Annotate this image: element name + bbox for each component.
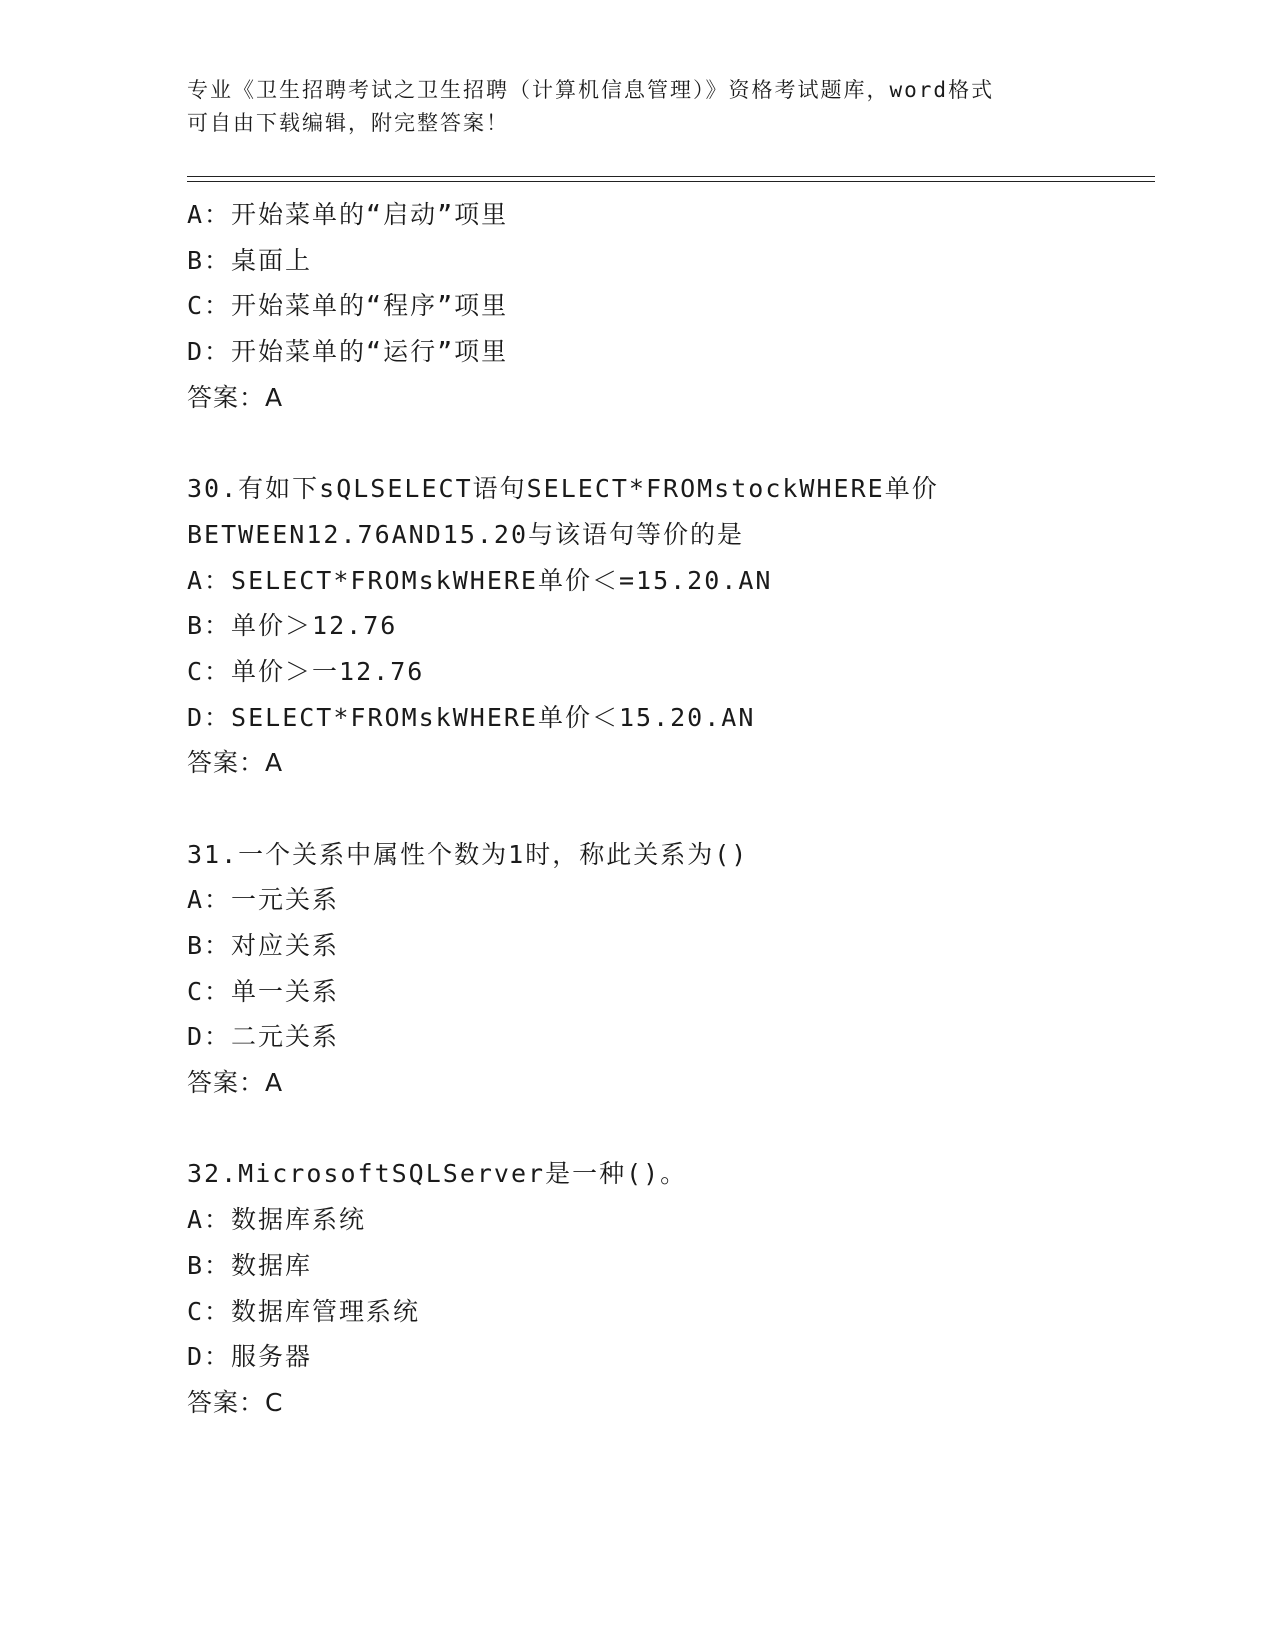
option-c: C：单一关系 bbox=[187, 976, 340, 1006]
question-30-block bbox=[187, 466, 1157, 786]
header-line-1: 专业《卫生招聘考试之卫生招聘（计算机信息管理）》资格考试题库，word格式 bbox=[187, 78, 995, 102]
question-stem: 32.MicrosoftSQLServer是一种()。 bbox=[187, 1159, 688, 1189]
option-b: B：数据库 bbox=[187, 1250, 313, 1280]
question-stem: 31.一个关系中属性个数为1时，称此关系为() bbox=[187, 839, 749, 869]
question-31-block bbox=[187, 832, 1157, 1106]
option-b: B：桌面上 bbox=[187, 245, 313, 275]
question-spacer bbox=[187, 420, 1157, 466]
header-divider-top bbox=[187, 176, 1155, 177]
question-stem-line-1: 30.有如下sQLSELECT语句SELECT*FROMstockWHERE单价 bbox=[187, 474, 939, 504]
option-b: B：对应关系 bbox=[187, 931, 340, 960]
header-line-2: 可自由下载编辑，附完整答案！ bbox=[187, 111, 509, 135]
answer-line: 答案：A bbox=[187, 748, 284, 778]
option-d: D：服务器 bbox=[187, 1342, 313, 1372]
option-d: D：开始菜单的“运行”项里 bbox=[187, 337, 509, 367]
question-29-block bbox=[187, 192, 1157, 420]
answer-line: 答案：A bbox=[187, 382, 284, 412]
option-c: C：数据库管理系统 bbox=[187, 1296, 421, 1326]
answer-line: 答案：A bbox=[187, 1068, 284, 1098]
option-a: A：数据库系统 bbox=[187, 1205, 367, 1235]
question-32-block bbox=[187, 1151, 1157, 1425]
option-c: C：开始菜单的“程序”项里 bbox=[187, 291, 509, 321]
answer-line: 答案：C bbox=[187, 1387, 284, 1417]
question-list bbox=[187, 192, 1157, 1426]
header-divider-bottom bbox=[187, 181, 1155, 182]
option-d: D：二元关系 bbox=[187, 1022, 340, 1052]
option-c: C：单价＞一12.76 bbox=[187, 656, 425, 686]
question-spacer bbox=[187, 786, 1157, 832]
question-spacer bbox=[187, 1106, 1157, 1152]
option-a: A：开始菜单的“启动”项里 bbox=[187, 200, 509, 229]
document-header bbox=[187, 74, 1087, 140]
option-b: B：单价＞12.76 bbox=[187, 611, 398, 641]
option-d: D：SELECT*FROMskWHERE单价＜15.20.AN bbox=[187, 702, 756, 732]
option-a: A：SELECT*FROMskWHERE单价＜=15.20.AN bbox=[187, 565, 773, 595]
question-stem-line-2: BETWEEN12.76AND15.20与该语句等价的是 bbox=[187, 519, 745, 549]
option-a: A：一元关系 bbox=[187, 885, 340, 915]
